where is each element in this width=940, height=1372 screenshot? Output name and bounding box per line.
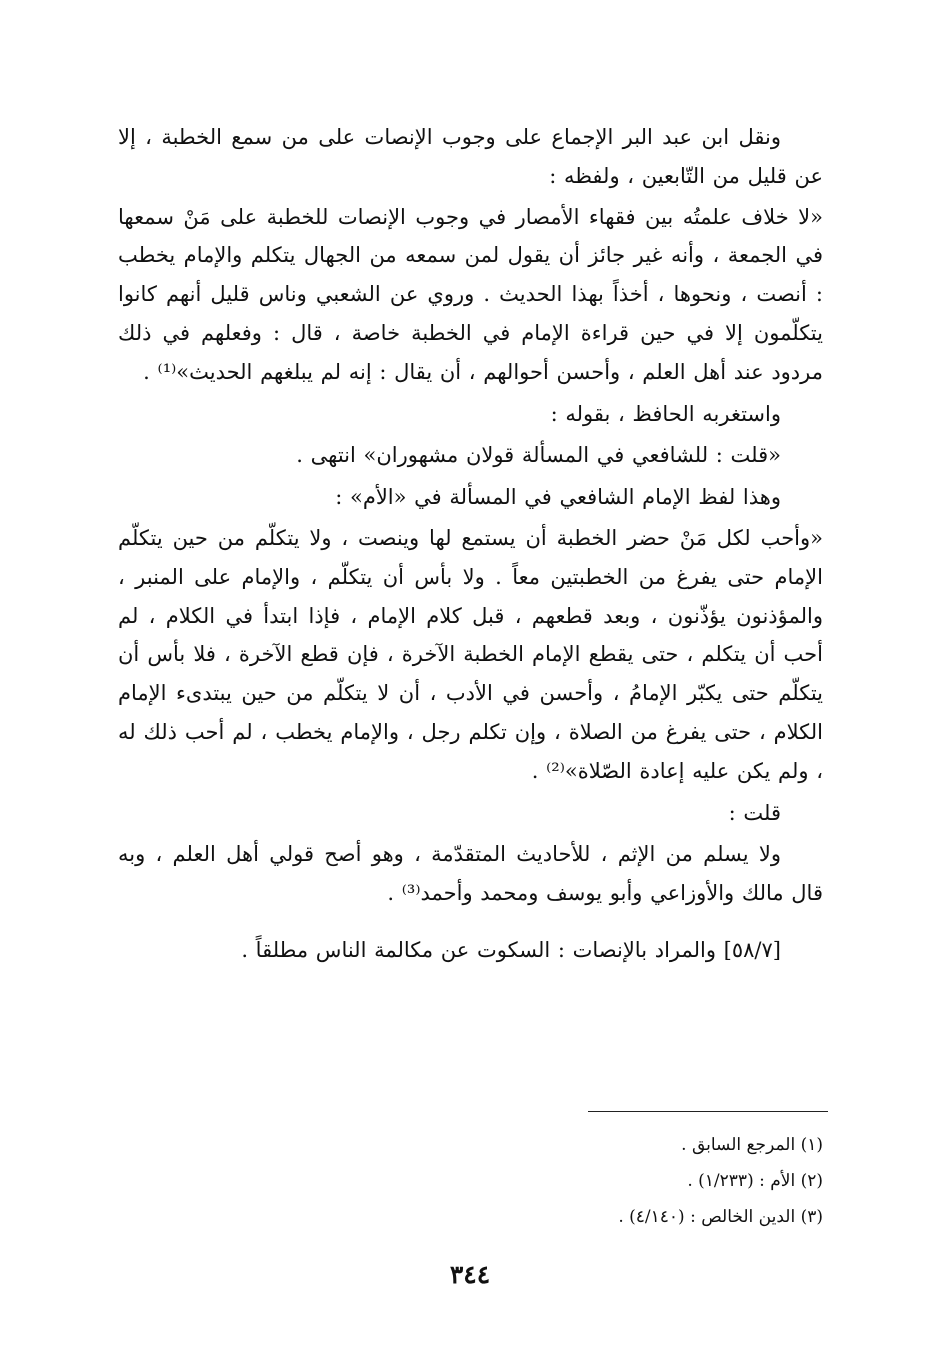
footnote-2: (٢) الأم : (١/٢٣٣) . [687,1171,823,1191]
page-number: ٣٤٤ [449,1260,491,1289]
paragraph-shafii-intro: وهذا لفظ الإمام الشافعي في المسألة في «الأم» : [335,485,781,510]
paragraph-hafiz: واستغربه الحافظ ، بقوله : [550,401,781,426]
footnote-separator [588,1111,828,1112]
main-text [118,118,823,970]
footnote-1: (١) المرجع السابق . [681,1135,823,1155]
paragraph-qultu: قلت : [728,800,781,825]
footnotes [118,1127,823,1235]
paragraph-ibn-abd-al-barr: ونقل ابن عبد البر الإجماع على وجوب الإنصات على من سمع الخطبة ، إلا عن قليل من التّابعين ، ولفظه : [118,125,823,188]
quote-hafiz: «قلت : للشافعي في المسألة قولان مشهوران» انتهى . [296,443,781,468]
footnote-3: (٣) الدين الخالص : (٤/١٤٠) . [618,1207,823,1227]
quote-shafii: «وأحب لكل مَنْ حضر الخطبة أن يستمع لها وينصت ، ولا يتكلّم من حين يتكلّم الإمام حتى يفرغ من الخطبتين معاً . ولا بأس أن يتكلّم ، والإمام على المنبر ، والمؤذنون يؤذّنون ، وبعد قطعهم ، قبل كلام الإمام ، فإذا ابتدأ في الكلام ، لم أحب أن يتكلم ، حتى يقطع الإمام الخطبة الآخرة ، فإن قطع الآخرة ، فلا بأس أن يتكلّم حتى يكبّر الإمامُ ، وأحسن في الأدب ، أن لا يتكلّم من حين يبتدىء الإمام الكلام ، حتى يفرغ من الصلاة ، وإن تكلم رجل ، والإمام يخطب ، لم أحب ذلك له ، ولم يكن عليه إعادة الصّلاة»⁽²⁾ . [118,525,823,783]
quote-ibn-abd-al-barr: «لا خلاف علمتُه بين فقهاء الأمصار في وجوب الإنصات للخطبة على مَنْ سمعها في الجمعة ، وأنه غير جائز أن يقول لمن سمعه من الجهال يتكلم والإمام يخطب : أنصت ، ونحوها ، أخذاً بهذا الحديث . وروي عن الشعبي وناس قليل أنهم كانوا يتكلّمون إلا في حين قراءة الإمام في الخطبة خاصة ، قال : وفعلهم في ذلك مردود عند أهل العلم ، وأحسن أحوالهم ، أن يقال : إنه لم يبلغهم الحديث»⁽¹⁾ . [118,204,823,384]
paragraph-author-opinion: ولا يسلم من الإثم ، للأحاديث المتقدّمة ، وهو أصح قولي أهل العلم ، وبه قال مالك والأوزاعي وأبو يوسف ومحمد وأحمد⁽³⁾ . [118,842,823,906]
paragraph-definition: [٥٨/٧] والمراد بالإنصات : السكوت عن مكالمة الناس مطلقاً . [241,937,781,962]
